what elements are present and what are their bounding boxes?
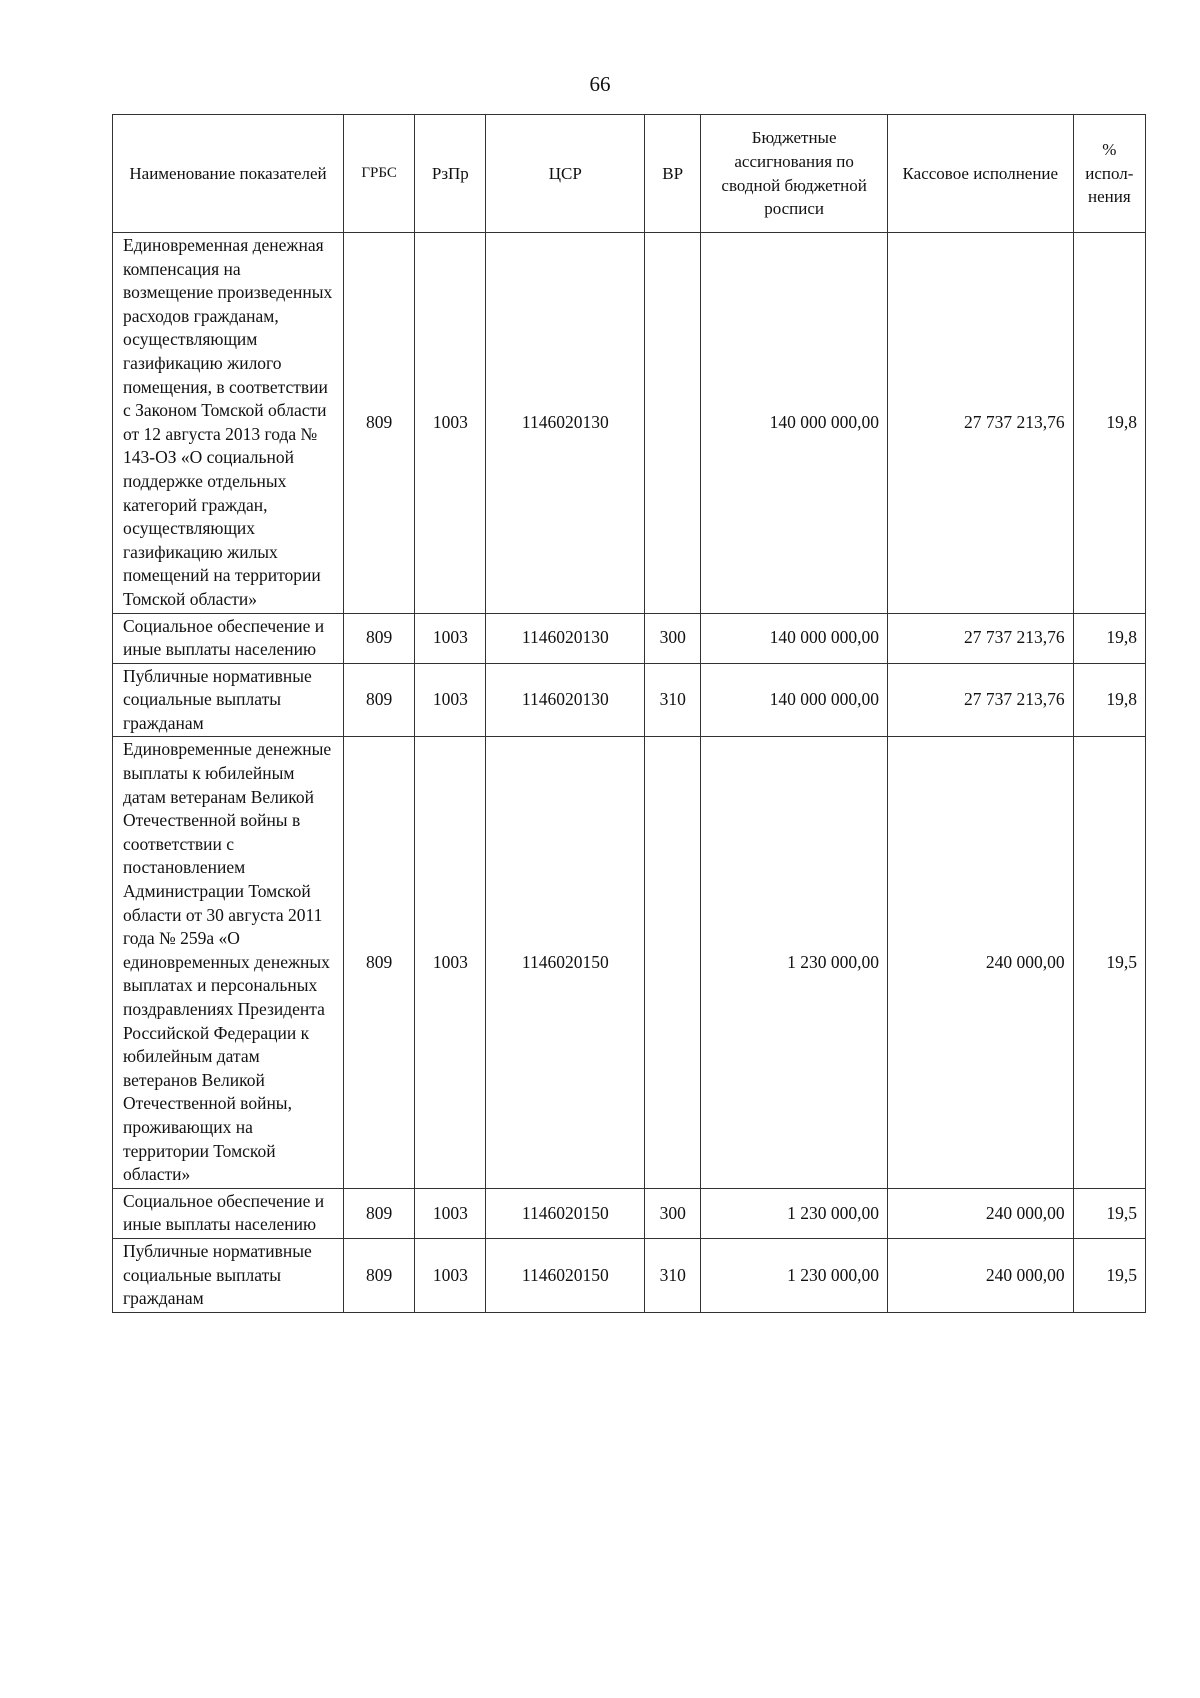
row-name: Единовременные денежные выплаты к юбилейным датам ветеранам Великой Отечественной войны в соответствии с постановлением Администрации Томской области от 30 августа 2011 года № 259а «О единовременных денежных выплатах и персональных поздравлениях Президента Российской Федерации к юбилейным датам ветеранов Великой Отечественной войны, проживающих на территории Томской области»	[113, 737, 344, 1188]
row-csr: 1146020130	[486, 663, 645, 737]
row-grbs: 809	[343, 1188, 414, 1238]
table-row	[113, 737, 1146, 1188]
row-csr: 1146020130	[486, 613, 645, 663]
row-vr: 300	[645, 1188, 701, 1238]
row-vr: 310	[645, 1238, 701, 1312]
header-allocations: Бюджетные ассигнования по сводной бюджетной росписи	[701, 115, 888, 233]
row-grbs: 809	[343, 663, 414, 737]
row-csr: 1146020130	[486, 233, 645, 614]
row-csr: 1146020150	[486, 737, 645, 1188]
row-vr: 300	[645, 613, 701, 663]
row-name: Единовременная денежная компенсация на возмещение произведенных расходов гражданам, осуществляющим газификацию жилого помещения, в соответствии с Законом Томской области от 12 августа 2013 года № 143-ОЗ «О социальной поддержке отдельных категорий граждан, осуществляющих газификацию жилых помещений на территории Томской области»	[113, 233, 344, 614]
row-name: Социальное обеспечение и иные выплаты населению	[113, 1188, 344, 1238]
header-csr: ЦСР	[486, 115, 645, 233]
table-row	[113, 613, 1146, 663]
row-allocations: 1 230 000,00	[701, 1188, 888, 1238]
row-rzpr: 1003	[415, 233, 486, 614]
page-number: 66	[589, 72, 611, 96]
row-percent: 19,8	[1073, 663, 1145, 737]
row-percent: 19,5	[1073, 1238, 1145, 1312]
row-execution: 27 737 213,76	[887, 613, 1073, 663]
row-percent: 19,8	[1073, 613, 1145, 663]
budget-execution-table	[112, 114, 1146, 1313]
row-grbs: 809	[343, 233, 414, 614]
header-rzpr: РзПр	[415, 115, 486, 233]
row-allocations: 140 000 000,00	[701, 663, 888, 737]
row-rzpr: 1003	[415, 1238, 486, 1312]
row-execution: 27 737 213,76	[887, 233, 1073, 614]
table-row	[113, 1188, 1146, 1238]
header-vr: ВР	[645, 115, 701, 233]
table-header-row	[113, 115, 1146, 233]
row-execution: 240 000,00	[887, 1238, 1073, 1312]
header-percent: % испол-нения	[1073, 115, 1145, 233]
row-execution: 240 000,00	[887, 1188, 1073, 1238]
row-rzpr: 1003	[415, 613, 486, 663]
row-allocations: 140 000 000,00	[701, 233, 888, 614]
row-grbs: 809	[343, 737, 414, 1188]
row-csr: 1146020150	[486, 1188, 645, 1238]
row-rzpr: 1003	[415, 663, 486, 737]
row-rzpr: 1003	[415, 1188, 486, 1238]
row-grbs: 809	[343, 613, 414, 663]
row-vr	[645, 737, 701, 1188]
table-row	[113, 233, 1146, 614]
table-row	[113, 1238, 1146, 1312]
header-name: Наименование показателей	[113, 115, 344, 233]
row-name: Публичные нормативные социальные выплаты гражданам	[113, 663, 344, 737]
row-percent: 19,5	[1073, 737, 1145, 1188]
row-grbs: 809	[343, 1238, 414, 1312]
row-name: Публичные нормативные социальные выплаты гражданам	[113, 1238, 344, 1312]
table-row	[113, 663, 1146, 737]
row-execution: 27 737 213,76	[887, 663, 1073, 737]
row-vr	[645, 233, 701, 614]
header-grbs: ГРБС	[343, 115, 414, 233]
header-execution: Кассовое исполнение	[887, 115, 1073, 233]
row-execution: 240 000,00	[887, 737, 1073, 1188]
row-csr: 1146020150	[486, 1238, 645, 1312]
row-percent: 19,5	[1073, 1188, 1145, 1238]
row-allocations: 140 000 000,00	[701, 613, 888, 663]
row-allocations: 1 230 000,00	[701, 737, 888, 1188]
row-rzpr: 1003	[415, 737, 486, 1188]
row-allocations: 1 230 000,00	[701, 1238, 888, 1312]
row-name: Социальное обеспечение и иные выплаты населению	[113, 613, 344, 663]
row-vr: 310	[645, 663, 701, 737]
row-percent: 19,8	[1073, 233, 1145, 614]
